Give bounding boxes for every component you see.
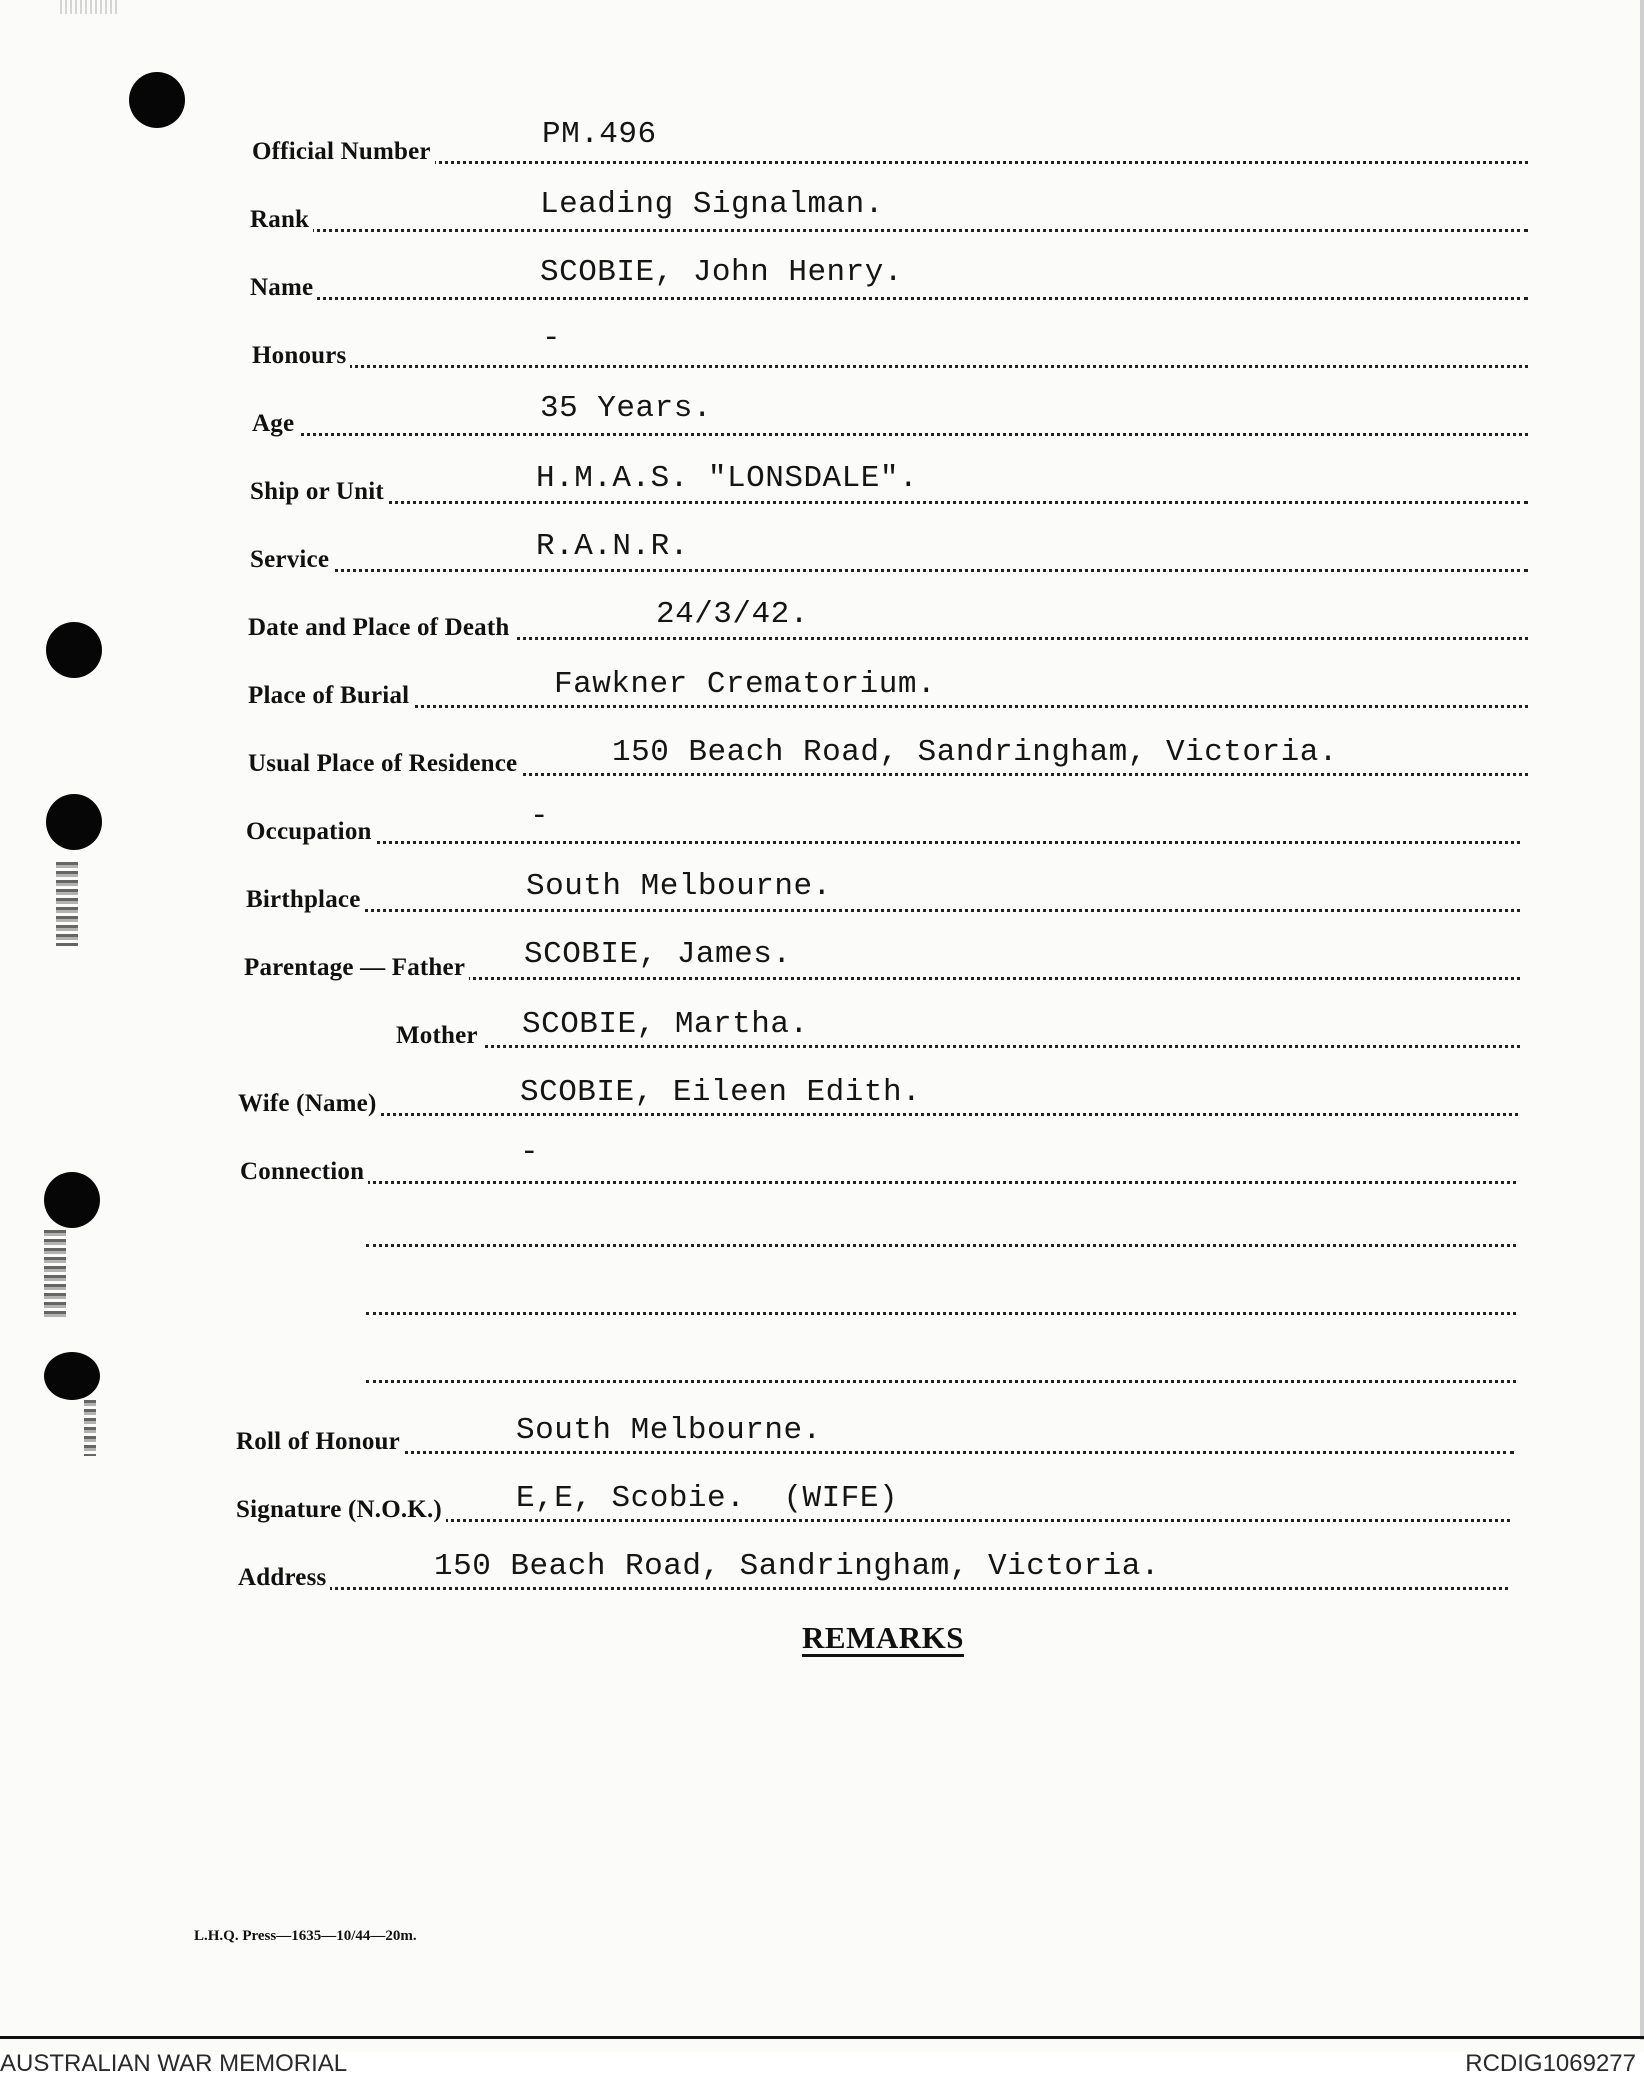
- field-value: R.A.N.R.: [536, 529, 689, 564]
- dotted-line: [246, 909, 1520, 912]
- field-label: Connection: [240, 1158, 368, 1186]
- field-value: SCOBIE, Eileen Edith.: [520, 1075, 922, 1110]
- field-value: -: [542, 321, 562, 356]
- field-value: Leading Signalman.: [540, 187, 884, 222]
- dotted-line: [252, 433, 1528, 436]
- field-label: Mother: [396, 1022, 482, 1050]
- punch-hole: [44, 1172, 100, 1228]
- field-value: 150 Beach Road, Sandringham, Victoria.: [434, 1549, 1160, 1584]
- field-label: Ship or Unit: [250, 478, 388, 506]
- dotted-line: [250, 569, 1528, 572]
- field-label: Official Number: [252, 138, 435, 166]
- scan-smudge: [84, 1400, 96, 1456]
- field-label: Wife (Name): [238, 1090, 381, 1118]
- field-label: Address: [238, 1564, 330, 1592]
- field-value: SCOBIE, John Henry.: [540, 255, 903, 290]
- field-value: SCOBIE, James.: [524, 937, 792, 972]
- field-birthplace: [246, 869, 1520, 916]
- field-connection: [240, 1135, 1516, 1188]
- field-name: [250, 255, 1528, 304]
- field-label: Place of Burial: [248, 682, 413, 710]
- field-label: Age: [252, 410, 298, 438]
- dotted-line: [250, 229, 1528, 232]
- dotted-line: [250, 297, 1528, 300]
- field-label: Birthplace: [246, 886, 365, 914]
- field-label: Usual Place of Residence: [248, 750, 521, 778]
- field-mother: [396, 1007, 1520, 1052]
- field-label: Honours: [252, 342, 350, 370]
- punch-hole: [46, 622, 102, 678]
- field-rank: [250, 187, 1528, 236]
- field-ship-or-unit: [250, 461, 1528, 508]
- punch-hole: [44, 1352, 100, 1400]
- dotted-line: [246, 841, 1520, 844]
- footer-record-id: RCDIG1069277: [1465, 2050, 1636, 2077]
- scan-smudge: [44, 1230, 66, 1320]
- field-place-of-burial: [248, 667, 1528, 712]
- scan-noise: [60, 0, 120, 14]
- field-value: 24/3/42.: [656, 597, 809, 632]
- footer-credit: AUSTRALIAN WAR MEMORIAL: [0, 2050, 348, 2077]
- dotted-line: [238, 1587, 1508, 1590]
- field-value: 35 Years.: [540, 391, 712, 426]
- field-age: [252, 391, 1528, 440]
- field-roll-of-honour: [236, 1413, 1514, 1458]
- field-value: PM.496: [542, 117, 657, 152]
- dotted-line: [236, 1451, 1514, 1454]
- dotted-line: [240, 1181, 1516, 1184]
- field-occupation: [246, 799, 1520, 848]
- dotted-line: [396, 1045, 1520, 1048]
- field-honours: [252, 321, 1528, 372]
- scan-smudge: [56, 862, 78, 946]
- field-signature-nok: [236, 1481, 1510, 1526]
- field-label: Parentage — Father: [244, 954, 469, 982]
- field-label: Rank: [250, 206, 313, 234]
- field-value: South Melbourne.: [516, 1413, 822, 1448]
- field-label: Occupation: [246, 818, 376, 846]
- field-value: South Melbourne.: [526, 869, 832, 904]
- punch-hole: [46, 794, 102, 850]
- printer-note: L.H.Q. Press—1635—10/44—20m.: [194, 1928, 417, 1944]
- field-label: Service: [250, 546, 333, 574]
- dotted-line: [366, 1312, 1516, 1315]
- dotted-line: [250, 501, 1528, 504]
- field-wife-name: [238, 1075, 1518, 1120]
- dotted-line: [366, 1244, 1516, 1247]
- punch-hole: [129, 72, 185, 128]
- remarks-heading: REMARKS: [802, 1620, 964, 1655]
- dotted-line: [252, 161, 1528, 164]
- field-label: Name: [250, 274, 317, 302]
- dotted-line: [238, 1113, 1518, 1116]
- field-address: [238, 1549, 1508, 1594]
- dotted-line: [248, 705, 1528, 708]
- field-value: SCOBIE, Martha.: [522, 1007, 809, 1042]
- field-parentage-father: [244, 937, 1520, 984]
- field-value: Fawkner Crematorium.: [554, 667, 937, 702]
- dotted-line: [366, 1380, 1516, 1383]
- field-usual-place-of-residence: [248, 735, 1528, 780]
- field-official-number: [252, 117, 1528, 168]
- field-value: E,E, Scobie. (WIFE): [516, 1481, 899, 1516]
- field-value: -: [520, 1135, 540, 1170]
- field-date-and-place-of-death: [248, 597, 1528, 644]
- field-value: -: [530, 799, 550, 834]
- field-label: Date and Place of Death: [248, 614, 514, 642]
- field-label: Signature (N.O.K.): [236, 1496, 446, 1524]
- field-value: H.M.A.S. "LONSDALE".: [536, 461, 919, 496]
- field-label: Roll of Honour: [236, 1428, 404, 1456]
- field-value: 150 Beach Road, Sandringham, Victoria.: [612, 735, 1338, 770]
- field-service: [250, 529, 1528, 576]
- footer-rule: [0, 2036, 1644, 2039]
- dotted-line: [252, 365, 1528, 368]
- page-edge: [1640, 0, 1644, 2040]
